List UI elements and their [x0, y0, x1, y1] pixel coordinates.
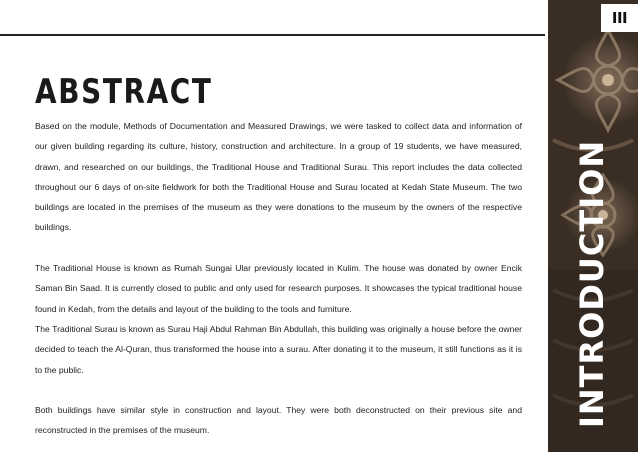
abstract-paragraph-4: Both buildings have similar style in construction and layout. They were both deconstructed on their previous site and reconstructed in the premises of the museum. [35, 405, 522, 436]
abstract-body [35, 116, 522, 441]
page-number: III [601, 4, 638, 32]
abstract-paragraph-1: Based on the module, Methods of Documentation and Measured Drawings, we were tasked to collect data and information of our given building regarding its culture, history, construction and architecture. In a group of 19 students, we have measured, drawn, and researched on our buildings, the Traditional House and Traditional Surau. This report includes the data collected throughout our 6 days of on-site fieldwork for both the Traditional House and Surau located at Kedah State Museum. The two buildings are located in the premises of the museum as they were donations to the museum by the owners of the respective buildings. [35, 121, 522, 233]
abstract-paragraph-3: The Traditional Surau is known as Surau Haji Abdul Rahman Bin Abdullah, this building was originally a house before the owner decided to teach the Al-Quran, thus transformed the house into a surau. After donating it to the museum, it still functions as it is to the public. [35, 323, 522, 375]
abstract-paragraph-2: The Traditional House is known as Rumah Sungai Ular previously located in Kulim. The house was donated by owner Encik Saman Bin Saad. It is currently closed to public and only used for research purposes. It showcases the typical traditional house found in Kedah, from the details and layout of the building to the tools and furniture. [35, 263, 522, 314]
section-label-vertical: INTRODUCTION [573, 139, 611, 428]
page-title: ABSTRACT [35, 72, 213, 112]
top-divider-line [0, 34, 545, 36]
